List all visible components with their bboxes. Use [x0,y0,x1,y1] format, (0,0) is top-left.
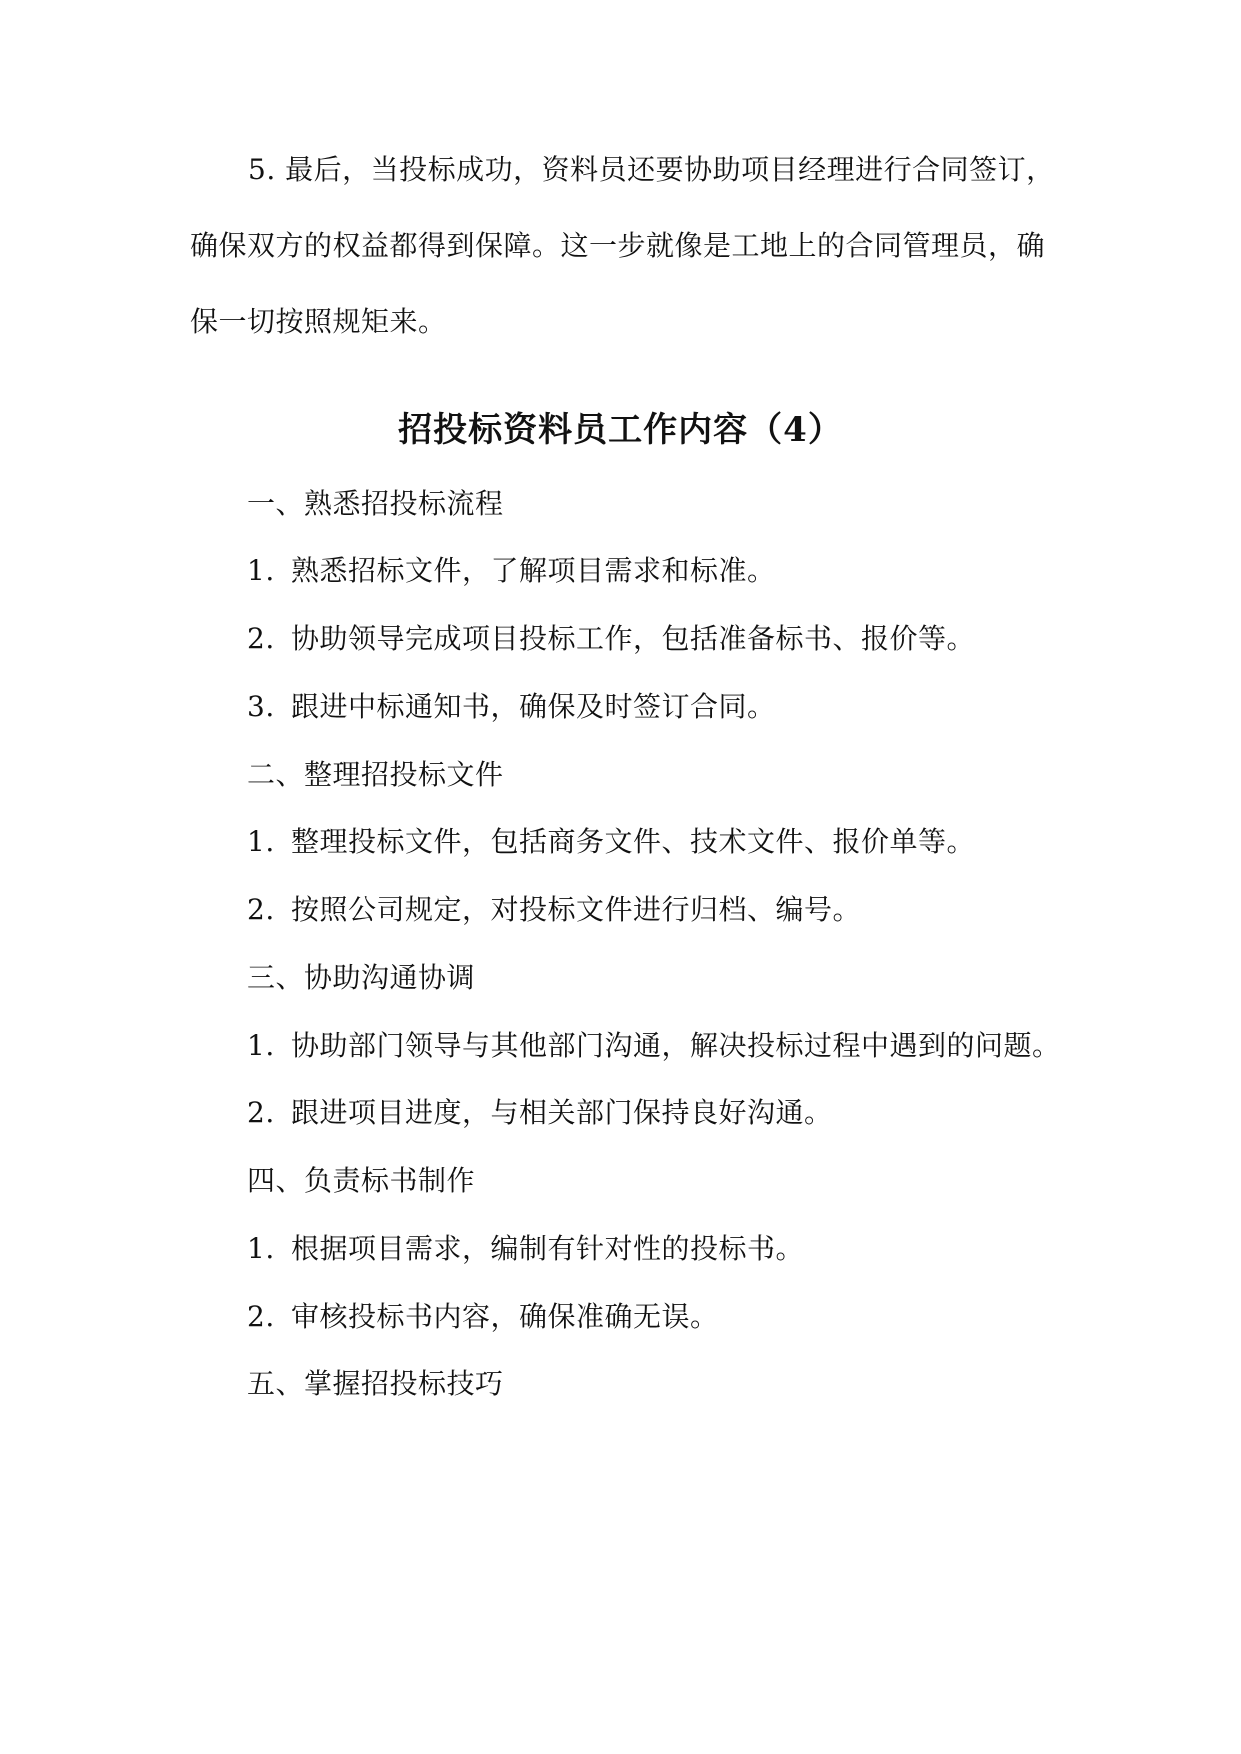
item-number: 2. [247,1096,275,1129]
line-text: 协助领导完成项目投标工作，包括准备标书、报价等。 [291,622,976,655]
item-number: 1. [247,554,275,587]
line-text: 跟进中标通知书，确保及时签订合同。 [291,690,776,723]
section-heading-2 [247,753,504,793]
line-text: 根据项目需求，编制有针对性的投标书。 [291,1232,805,1265]
list-item [247,1227,804,1267]
line-text: 四、负责标书制作 [247,1164,476,1197]
line-text: 二、整理招投标文件 [247,758,504,791]
page-title: 招投标资料员工作内容（4） [398,410,843,450]
section-heading-4 [247,1159,475,1199]
list-item [247,549,776,589]
line-text: 按照公司规定，对投标文件进行归档、编号。 [291,893,862,926]
list-item [247,888,861,928]
section-heading-1 [247,482,504,522]
item-number: 1. [247,1232,275,1265]
list-item [247,820,975,860]
intro-paragraph: 5. 最后，当投标成功，资料员还要协助项目经理进行合同签订，确保双方的权益都得到保障。这一步就像是工地上的合同管理员，确保一切按照规矩来。 [190,153,1055,338]
line-text: 跟进项目进度，与相关部门保持良好沟通。 [291,1096,833,1129]
item-number: 1. [247,825,275,858]
line-text: 三、协助沟通协调 [247,961,476,994]
item-number: 2. [247,1300,275,1333]
section-heading-5 [247,1362,504,1402]
list-item [247,1024,1061,1064]
item-number: 3. [247,690,275,723]
item-number: 2. [247,622,275,655]
list-item [247,1295,719,1335]
item-number: 1. [247,1029,275,1062]
line-text: 五、掌握招投标技巧 [247,1367,504,1400]
line-text: 熟悉招标文件，了解项目需求和标准。 [291,554,776,587]
list-item [247,617,975,657]
line-text: 一、熟悉招投标流程 [247,487,504,520]
section-heading-3 [247,956,475,996]
line-text: 审核投标书内容，确保准确无误。 [291,1300,719,1333]
item-number: 2. [247,893,275,926]
list-item [247,1091,833,1131]
line-text: 整理投标文件，包括商务文件、技术文件、报价单等。 [291,825,976,858]
line-text: 协助部门领导与其他部门沟通，解决投标过程中遇到的问题。 [291,1029,1061,1062]
list-item [247,685,776,725]
